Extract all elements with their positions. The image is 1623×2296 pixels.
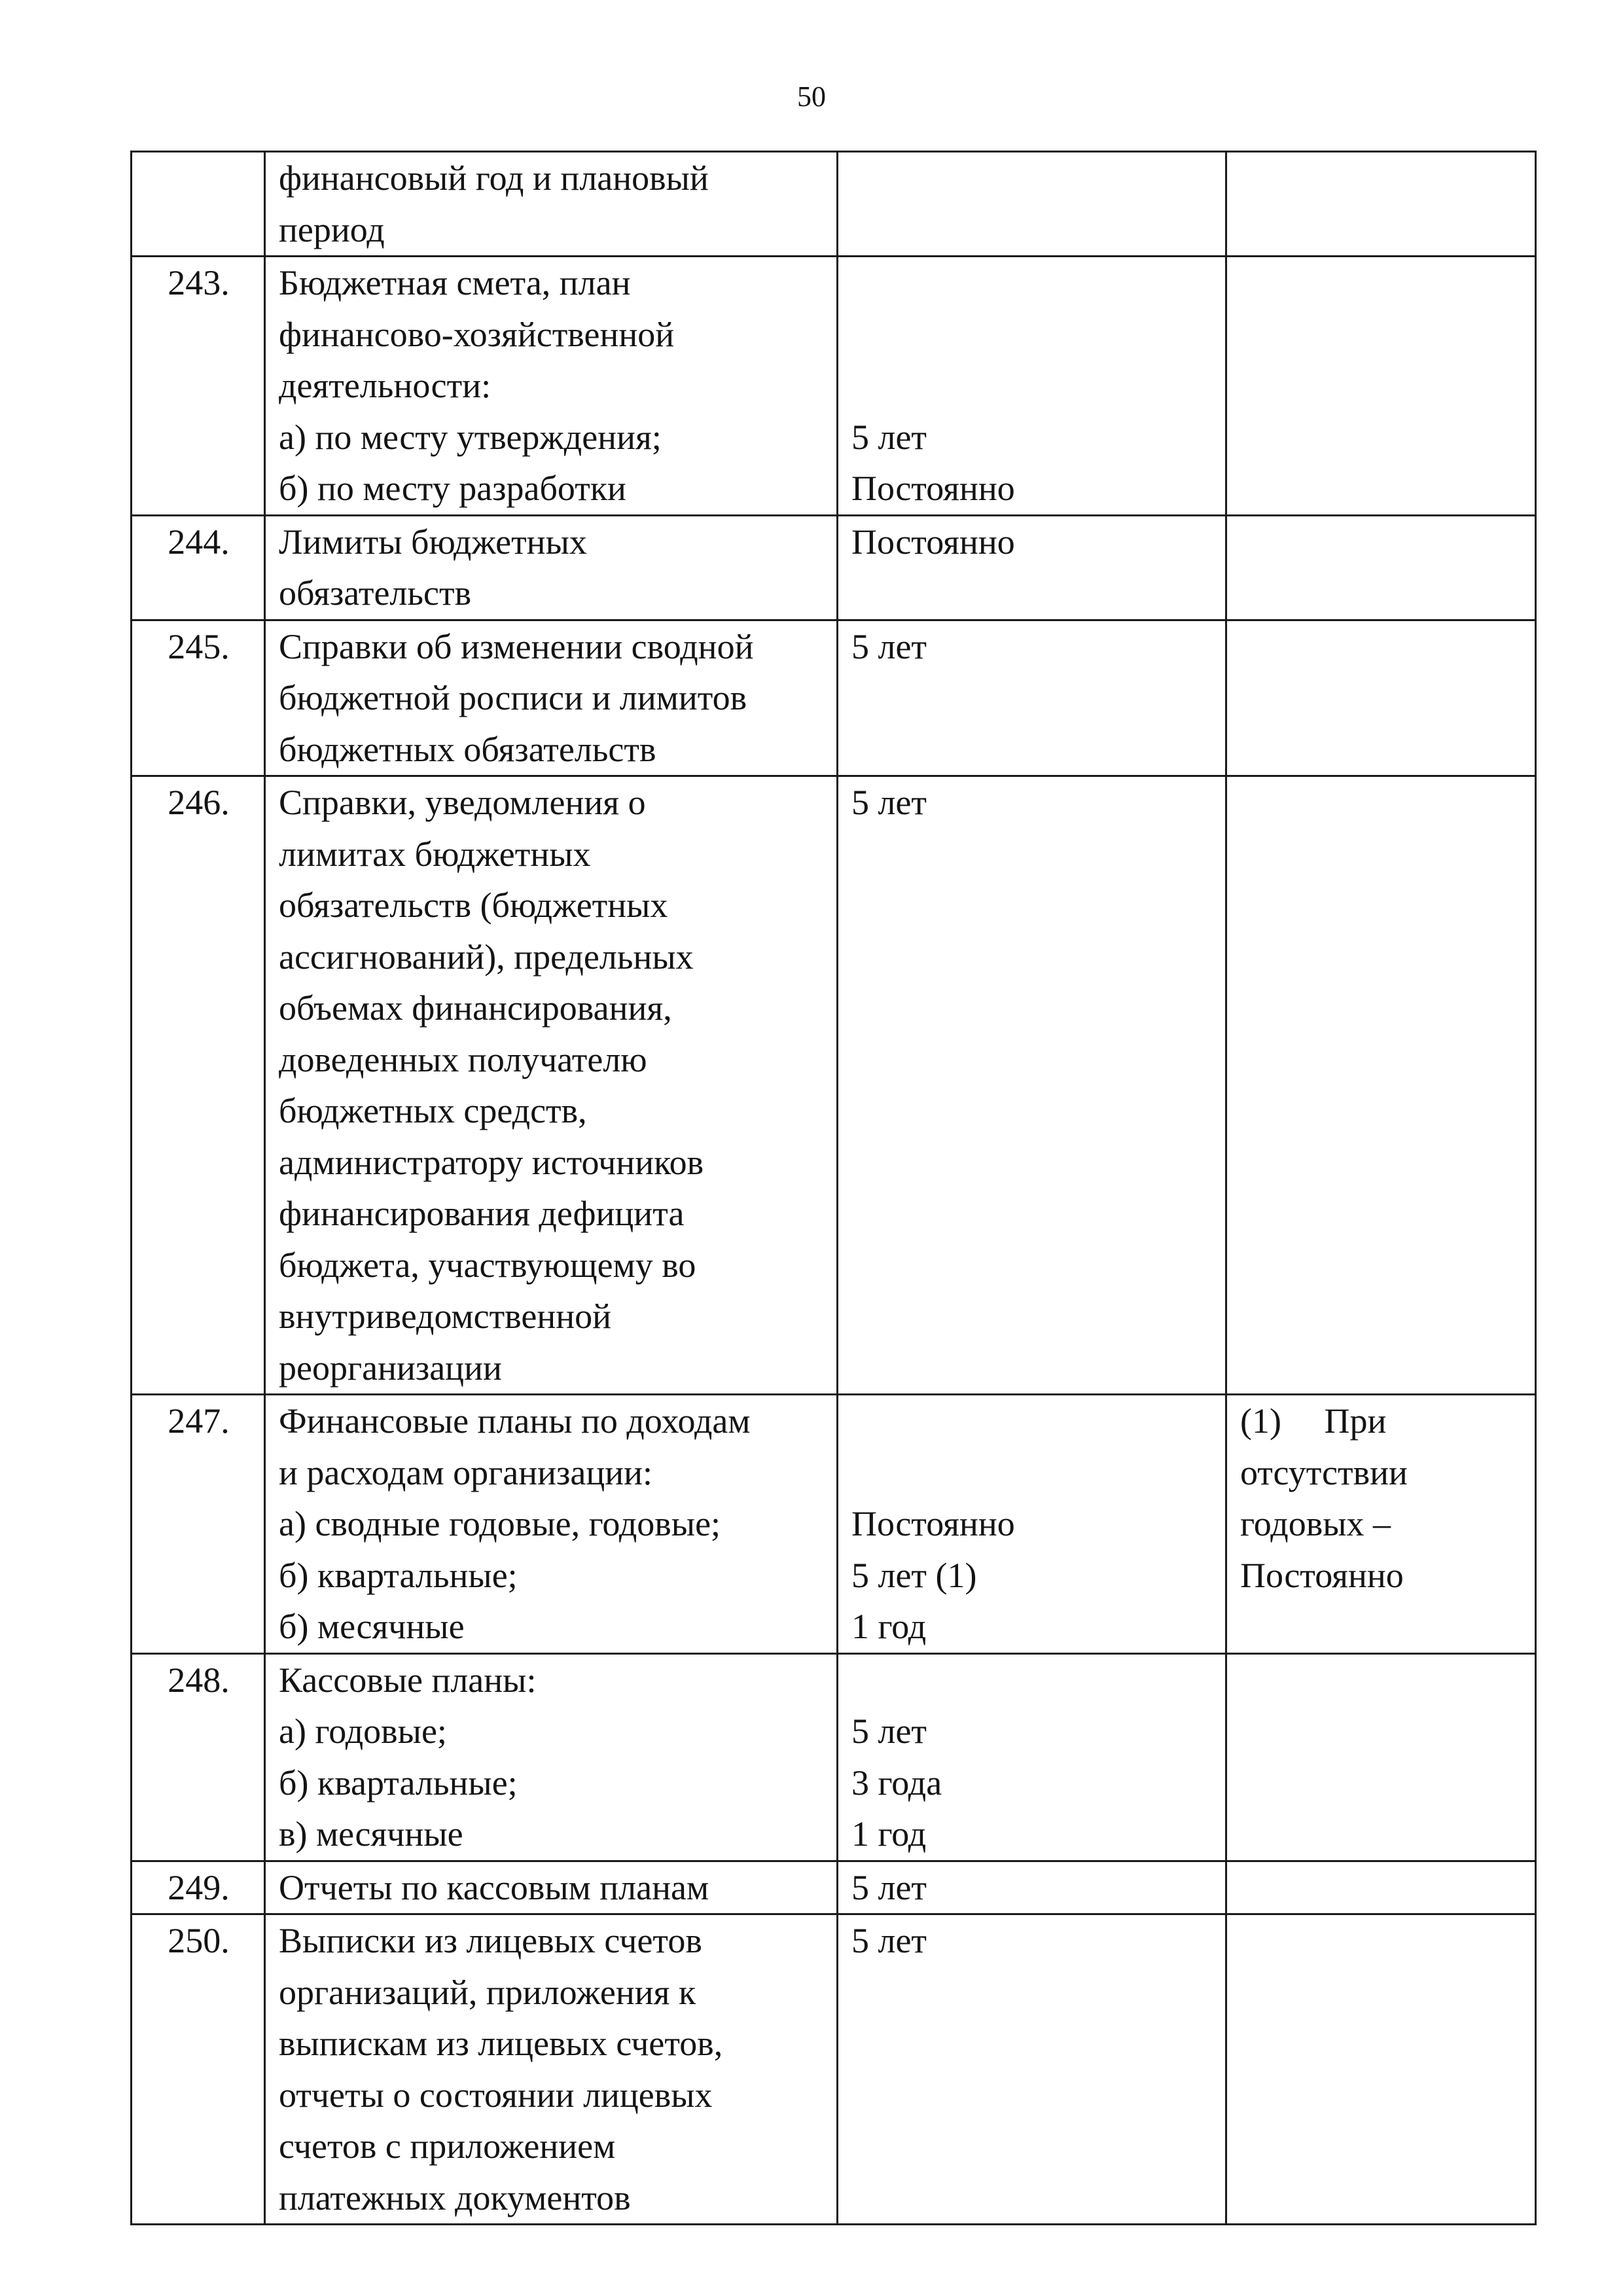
blank-line <box>851 257 1213 309</box>
name-line: ассигнований), предельных <box>279 937 694 977</box>
retention-term-cell <box>838 620 1226 776</box>
name-line: Отчеты по кассовым планам <box>279 1867 709 1907</box>
note-cell <box>1226 1861 1536 1914</box>
item-number-cell <box>132 257 265 516</box>
blank-line <box>851 1395 1213 1447</box>
note-line: (1) При <box>1240 1401 1387 1441</box>
name-line: обязательств (бюджетных <box>279 886 668 925</box>
item-number-cell <box>132 1653 265 1861</box>
retention-term-cell <box>838 1395 1226 1654</box>
term-line: 5 лет <box>851 1921 927 1960</box>
term-line: Постоянно <box>851 1504 1015 1543</box>
item-number-cell <box>132 152 265 257</box>
name-line: доведенных получателю <box>279 1039 647 1079</box>
note-cell <box>1226 1914 1536 2225</box>
term-line: 5 лет <box>851 1867 927 1907</box>
note-line: отсутствии <box>1240 1452 1408 1492</box>
term-line: 5 лет <box>851 417 927 457</box>
name-line: финансирования дефицита <box>279 1194 685 1233</box>
name-line: Лимиты бюджетных <box>279 522 587 562</box>
name-line: и расходам организации: <box>279 1452 653 1492</box>
name-line: счетов с приложением <box>279 2126 616 2166</box>
name-line: бюджета, участвующему во <box>279 1245 696 1285</box>
table-row <box>132 1861 1536 1914</box>
table-row <box>132 776 1536 1395</box>
item-number-cell <box>132 1914 265 2225</box>
document-name-cell <box>265 152 838 257</box>
table-row <box>132 152 1536 257</box>
name-line: деятельности: <box>279 366 491 405</box>
note-cell <box>1226 1395 1536 1654</box>
name-line: выпискам из лицевых счетов, <box>279 2024 723 2063</box>
document-name-cell <box>265 515 838 620</box>
table-row <box>132 257 1536 516</box>
item-number-cell <box>132 1861 265 1914</box>
item-number-cell <box>132 620 265 776</box>
document-name-cell <box>265 776 838 1395</box>
item-number: 247. <box>168 1401 230 1441</box>
item-number-cell <box>132 776 265 1395</box>
item-number-cell <box>132 515 265 620</box>
name-line: лимитах бюджетных <box>279 834 591 874</box>
note-cell <box>1226 257 1536 516</box>
blank-line <box>851 1447 1213 1499</box>
retention-term-cell <box>838 1653 1226 1861</box>
table-row <box>132 515 1536 620</box>
note-cell <box>1226 620 1536 776</box>
retention-term-cell <box>838 776 1226 1395</box>
name-line: обязательств <box>279 573 472 613</box>
blank-line <box>851 1655 1213 1706</box>
item-number: 248. <box>168 1660 230 1700</box>
table-row <box>132 620 1536 776</box>
term-line: 5 лет <box>851 1712 927 1751</box>
name-line: отчеты о состоянии лицевых <box>279 2075 713 2115</box>
page-number: 50 <box>797 81 826 113</box>
item-number: 246. <box>168 783 230 822</box>
note-cell <box>1226 1653 1536 1861</box>
name-line: б) квартальные; <box>279 1763 518 1803</box>
item-number: 243. <box>168 263 230 302</box>
item-number-cell <box>132 1395 265 1654</box>
name-line: платежных документов <box>279 2178 631 2217</box>
item-number: 249. <box>168 1867 230 1907</box>
name-line: финансовый год и плановый <box>279 158 709 198</box>
document-name-cell <box>265 620 838 776</box>
note-cell <box>1226 515 1536 620</box>
name-line: бюджетной росписи и лимитов <box>279 678 747 717</box>
name-line: Кассовые планы: <box>279 1660 537 1700</box>
name-line: бюджетных средств, <box>279 1091 587 1130</box>
name-line: администратору источников <box>279 1142 704 1182</box>
retention-term-cell <box>838 257 1226 516</box>
name-line: внутриведомственной <box>279 1297 612 1336</box>
retention-term-cell <box>838 1861 1226 1914</box>
retention-term-cell <box>838 515 1226 620</box>
document-name-cell <box>265 1861 838 1914</box>
term-line: Постоянно <box>851 522 1015 562</box>
document-name-cell <box>265 1653 838 1861</box>
name-line: объемах финансирования, <box>279 988 672 1028</box>
table-row <box>132 1653 1536 1861</box>
retention-table <box>130 151 1537 2225</box>
name-line: реорганизации <box>279 1348 502 1388</box>
item-number: 250. <box>168 1921 230 1960</box>
name-line: организаций, приложения к <box>279 1972 696 2012</box>
name-line: б) по месту разработки <box>279 469 626 508</box>
blank-line <box>851 360 1213 412</box>
note-cell <box>1226 152 1536 257</box>
name-line: а) годовые; <box>279 1712 447 1751</box>
term-line: 3 года <box>851 1763 942 1803</box>
term-line: 1 год <box>851 1607 927 1646</box>
term-line: 5 лет (1) <box>851 1555 977 1595</box>
note-line: Постоянно <box>1240 1555 1404 1595</box>
name-line: а) сводные годовые, годовые; <box>279 1504 721 1543</box>
blank-line <box>851 309 1213 361</box>
term-line: 5 лет <box>851 626 927 666</box>
term-line: Постоянно <box>851 469 1015 508</box>
item-number: 245. <box>168 626 230 666</box>
name-line: Справки об изменении сводной <box>279 626 754 666</box>
document-name-cell <box>265 1914 838 2225</box>
item-number: 244. <box>168 522 230 562</box>
table-body <box>132 152 1536 2225</box>
name-line: а) по месту утверждения; <box>279 417 662 457</box>
name-line: Справки, уведомления о <box>279 783 646 822</box>
name-line: в) месячные <box>279 1814 463 1854</box>
term-line: 1 год <box>851 1814 927 1854</box>
name-line: б) квартальные; <box>279 1555 518 1595</box>
name-line: Финансовые планы по доходам <box>279 1401 751 1441</box>
document-name-cell <box>265 1395 838 1654</box>
name-line: б) месячные <box>279 1607 465 1646</box>
table-row <box>132 1914 1536 2225</box>
name-line: период <box>279 209 385 249</box>
note-line: годовых – <box>1240 1504 1391 1543</box>
retention-term-cell <box>838 152 1226 257</box>
table-row <box>132 1395 1536 1654</box>
retention-term-cell <box>838 1914 1226 2225</box>
document-name-cell <box>265 257 838 516</box>
term-line: 5 лет <box>851 783 927 822</box>
name-line: Бюджетная смета, план <box>279 263 631 302</box>
note-cell <box>1226 776 1536 1395</box>
name-line: бюджетных обязательств <box>279 729 656 769</box>
name-line: Выписки из лицевых счетов <box>279 1921 702 1960</box>
name-line: финансово-хозяйственной <box>279 314 675 354</box>
